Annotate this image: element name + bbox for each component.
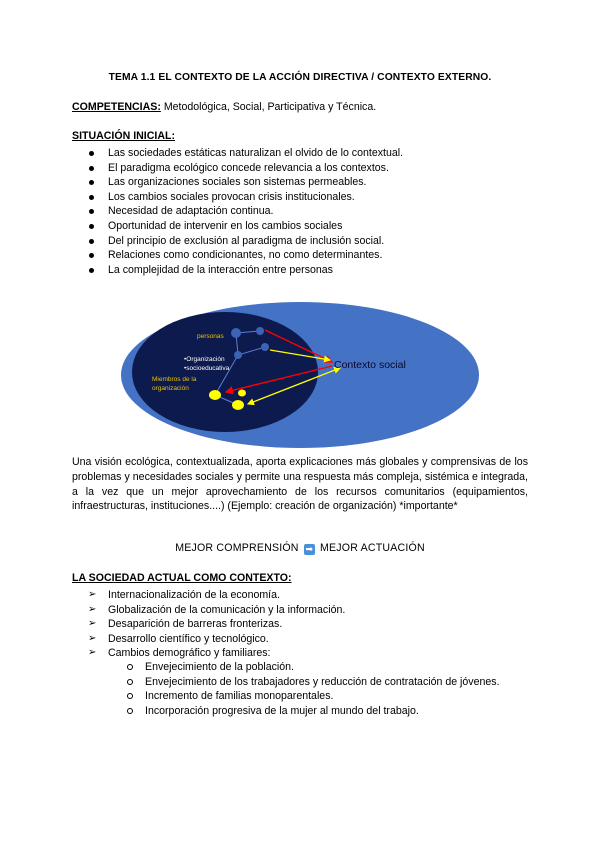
- list-item-text: Las sociedades estáticas naturalizan el olvido de lo contextual.: [108, 147, 404, 159]
- label-miembros-2: organización: [152, 385, 189, 392]
- bullet-icon: [89, 209, 94, 214]
- person-node: [256, 327, 264, 335]
- list-item-text: Desarrollo científico y tecnológico.: [108, 632, 269, 645]
- list-item: [88, 617, 345, 632]
- list-item-text: Los cambios sociales provocan crisis institucionales.: [108, 190, 355, 203]
- bullet-icon: [89, 224, 94, 229]
- circle-bullet-icon: [127, 679, 133, 685]
- organization-ellipse: [132, 312, 318, 432]
- list-item-text: Relaciones como condicionantes, no como determinantes.: [108, 249, 383, 262]
- list-item-text: Globalización de la comunicación y la información.: [108, 603, 346, 616]
- page-title: TEMA 1.1 EL CONTEXTO DE LA ACCIÓN DIRECTIVA / CONTEXTO EXTERNO.: [108, 72, 492, 83]
- arrowhead-icon: ➢: [88, 632, 97, 644]
- arrowhead-icon: ➢: [88, 618, 97, 630]
- member-node: [232, 400, 244, 410]
- list-item: [108, 234, 403, 249]
- sociedad-sublist: [145, 660, 500, 718]
- circle-bullet-icon: [127, 693, 133, 699]
- sociedad-heading: LA SOCIEDAD ACTUAL COMO CONTEXTO:: [72, 572, 292, 584]
- circle-bullet-icon: [127, 664, 133, 670]
- person-node: [261, 343, 269, 351]
- list-item-text: Incorporación progresiva de la mujer al mundo del trabajo.: [145, 704, 419, 717]
- context-diagram: [120, 300, 480, 450]
- member-node: [209, 390, 221, 400]
- competencias-text: Metodológica, Social, Participativa y Técnica.: [160, 101, 377, 113]
- person-node: [234, 351, 242, 359]
- competencias-label: COMPETENCIAS:: [72, 101, 161, 113]
- bullet-icon: [89, 166, 94, 171]
- list-item: [145, 660, 500, 675]
- list-item-text: Incremento de familias monoparentales.: [145, 690, 334, 703]
- mejor-line: [0, 542, 600, 555]
- sociedad-list: [88, 588, 346, 661]
- label-contexto: Contexto social: [334, 359, 406, 371]
- arrowhead-icon: ➢: [88, 603, 97, 615]
- list-item-text: Cambios demográfico y familiares:: [108, 647, 271, 660]
- member-node: [238, 390, 246, 397]
- list-item: [108, 146, 403, 161]
- label-personas: personas: [197, 333, 224, 340]
- arrowhead-icon: ➢: [88, 589, 97, 600]
- list-item: [108, 175, 403, 190]
- label-org-1: •Organización: [184, 356, 225, 363]
- list-item: [108, 248, 403, 263]
- list-item: [108, 219, 403, 234]
- list-item-text: Del principio de exclusión al paradigma de inclusión social.: [108, 234, 385, 247]
- bullet-icon: [89, 239, 94, 244]
- bullet-icon: [89, 180, 94, 185]
- label-org-2: •socioeducativa: [184, 365, 230, 372]
- mejor-left: MEJOR COMPRENSIÓN: [175, 542, 299, 554]
- list-item: [88, 632, 345, 647]
- list-item: [108, 161, 403, 176]
- paragraph: Una visión ecológica, contextualizada, aporta explicaciones más globales y comprensivas de los problemas y necesidades sociales y permite una respuesta más compleja, sistémica e integrada, a la vez que un mejor aprovechamiento de los recursos comunitarios (equipamientos, infraestructuras, instituciones....) (Ejemplo: creación de organización) *importante*: [72, 456, 528, 513]
- bullet-icon: [89, 151, 94, 156]
- list-item: [145, 675, 500, 690]
- list-item: [145, 689, 500, 704]
- arrowhead-icon: ➢: [88, 647, 97, 659]
- list-item-text: Internacionalización de la economía.: [108, 589, 280, 601]
- list-item: [88, 588, 345, 603]
- label-miembros-1: Miembros de la: [152, 376, 197, 383]
- list-item: [108, 204, 403, 219]
- list-item-text: Envejecimiento de los trabajadores y reducción de contratación de jóvenes.: [145, 675, 500, 688]
- situacion-heading: SITUACIÓN INICIAL:: [72, 130, 175, 142]
- list-item: [88, 646, 345, 661]
- bullet-icon: [89, 253, 94, 258]
- list-item-text: Desaparición de barreras fronterizas.: [108, 618, 283, 631]
- bullet-icon: [89, 268, 94, 273]
- person-node: [231, 328, 241, 338]
- arrow-right-icon: ➡: [305, 544, 314, 554]
- context-diagram-svg: [120, 300, 480, 450]
- list-item-text: Las organizaciones sociales son sistemas permeables.: [108, 176, 367, 189]
- circle-bullet-icon: [127, 708, 133, 714]
- list-item-text: Oportunidad de intervenir en los cambios sociales: [108, 219, 343, 232]
- situacion-list: [108, 146, 403, 277]
- list-item: [108, 263, 403, 278]
- list-item: [88, 603, 346, 618]
- list-item-text: Envejecimiento de la población.: [145, 661, 294, 673]
- list-item-text: La complejidad de la interacción entre personas: [108, 263, 333, 276]
- bullet-icon: [89, 195, 94, 200]
- list-item-text: El paradigma ecológico concede relevancia a los contextos.: [108, 161, 389, 174]
- list-item-text: Necesidad de adaptación continua.: [108, 205, 274, 218]
- list-item: [145, 704, 500, 719]
- list-item: [108, 190, 403, 205]
- mejor-right: MEJOR ACTUACIÓN: [319, 542, 425, 554]
- competencias-line: [72, 101, 376, 113]
